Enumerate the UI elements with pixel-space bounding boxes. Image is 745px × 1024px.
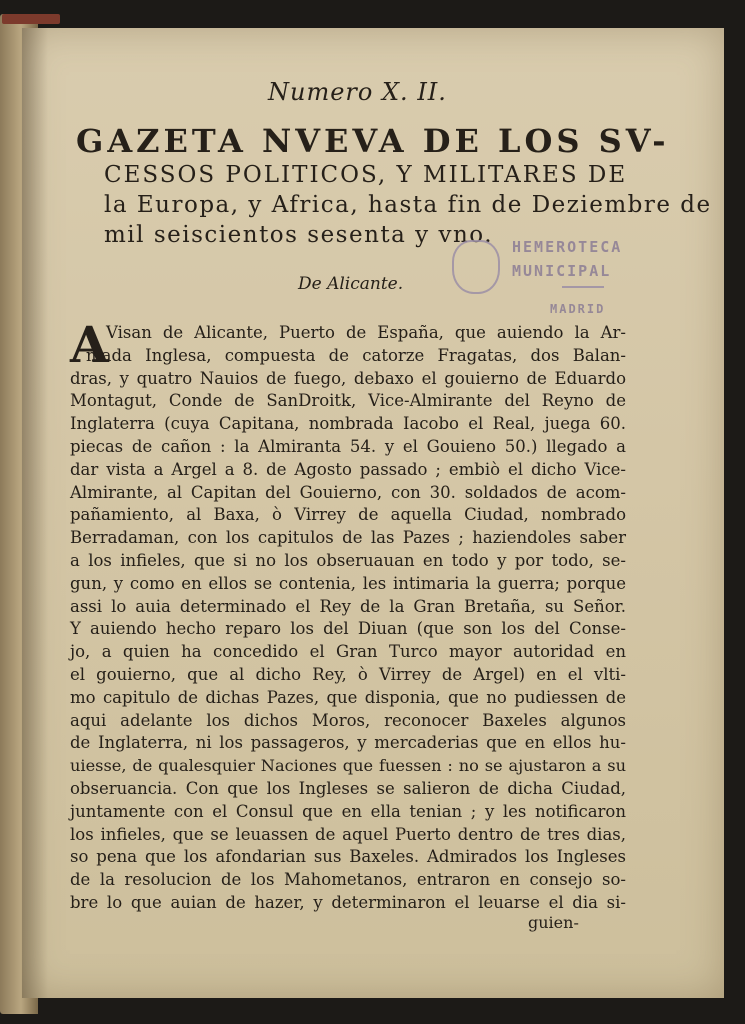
body-line: uiesse, de qualesquier Naciones que fuessen : no se ajustaron a su: [70, 756, 626, 776]
title-line: la Europa, y Africa, hasta fin de Deziembre de: [104, 192, 712, 218]
body-line: el gouierno, que al dicho Rey, ò Virrey de Argel) en el vlti-: [70, 664, 626, 684]
issue-number: Numero X. II.: [268, 78, 447, 106]
body-line: bre lo que auian de hazer, y determinaron el leuarse el dia si-: [70, 892, 626, 912]
body-line: pañamiento, al Baxa, ò Virrey de aquella Ciudad, nombrado: [70, 505, 626, 525]
library-stamp: [450, 232, 660, 322]
place-heading: De Alicante.: [298, 274, 404, 294]
title-line: CESSOS POLITICOS, Y MILITARES DE: [104, 162, 628, 188]
body-line: mo capitulo de dichas Pazes, que disponia, que no pudiessen de: [70, 687, 626, 707]
article-body: [70, 322, 626, 915]
body-line: jo, a quien ha concedido el Gran Turco mayor autoridad en: [70, 642, 626, 662]
stamp-divider: [562, 286, 604, 288]
stamp-seal-icon: [452, 240, 500, 294]
body-line: so pena que los afondarian sus Baxeles. Admirados los Ingleses: [70, 847, 626, 867]
body-line: de Inglaterra, ni los passageros, y mercaderias que en ellos hu-: [70, 733, 626, 753]
body-line: dras, y quatro Nauios de fuego, debaxo el gouierno de Eduardo: [70, 368, 626, 388]
body-line: Visan de Alicante, Puerto de España, que auiendo la Ar-: [106, 323, 626, 342]
stamp-line: HEMEROTECA: [512, 238, 623, 256]
gazette-title: [76, 122, 712, 250]
stamp-line: MADRID: [550, 302, 606, 316]
body-line: dar vista a Argel a 8. de Agosto passado ; embiò el dicho Vice-: [70, 459, 626, 479]
body-line: Montagut, Conde de SanDroitk, Vice-Almirante del Reyno de: [70, 391, 626, 411]
body-line: juntamente con el Consul que en ella tenian ; y les notificaron: [70, 801, 626, 821]
body-line: obseruancia. Con que los Ingleses se salieron de dicha Ciudad,: [70, 778, 626, 798]
body-line: a los infieles, que si no los obseruauan en todo y por todo, se-: [70, 550, 626, 570]
body-line: Berradaman, con los capitulos de las Pazes ; haziendoles saber: [70, 528, 626, 548]
stamp-line: MUNICIPAL: [512, 262, 612, 280]
title-line: GAZETA NVEVA DE LOS SV-: [76, 122, 670, 160]
body-line: Y auiendo hecho reparo los del Diuan (que son los del Conse-: [70, 619, 626, 639]
body-line: gun, y como en ellos se contenia, les intimaria la guerra; porque: [70, 573, 626, 593]
body-line: piecas de cañon : la Almiranta 54. y el Gouieno 50.) llegado a: [70, 436, 626, 456]
body-line: Almirante, al Capitan del Gouierno, con 30. soldados de acom-: [70, 482, 626, 502]
catchword: guien-: [528, 913, 579, 932]
binding-strip: [2, 14, 60, 24]
body-line: de la resolucion de los Mahometanos, entraron en consejo so-: [70, 870, 626, 890]
body-line: los infieles, que se leuassen de aquel Puerto dentro de tres dias,: [70, 824, 626, 844]
body-line: aqui adelante los dichos Moros, reconocer Baxeles algunos: [70, 710, 626, 730]
drop-cap: A: [70, 315, 109, 374]
body-line: mada Inglesa, compuesta de catorze Fragatas, dos Balan-: [86, 345, 626, 365]
body-line: Inglaterra (cuya Capitana, nombrada Iacobo el Real, juega 60.: [70, 414, 626, 434]
body-line: assi lo auia determinado el Rey de la Gran Bretaña, su Señor.: [70, 596, 626, 616]
title-line: mil seiscientos sesenta y vno.: [104, 222, 494, 248]
gutter-shadow: [22, 28, 48, 998]
